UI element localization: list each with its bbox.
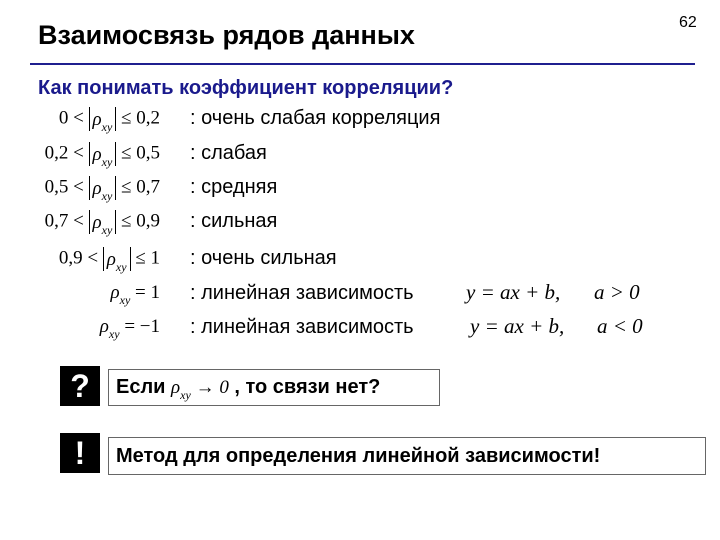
- range-row-medium: [0, 176, 700, 206]
- range-condition: $0,5 < \rho_{xy} \le 0,7$: [44, 176, 160, 203]
- range-condition: $0 < \rho_{xy} \le 0,2$: [58, 107, 160, 134]
- linear-description: : линейная зависимость: [190, 316, 414, 338]
- range-condition: $0,7 < \rho_{xy} \le 0,9$: [44, 210, 160, 237]
- range-row-very-weak: [0, 107, 700, 137]
- linear-description: : линейная зависимость: [190, 282, 414, 304]
- linear-condition: $\rho_{xy} = -1$: [99, 316, 160, 341]
- range-row-very-strong: [0, 247, 700, 277]
- question-text: Если $\rho_{xy} \to 0$ , то связи нет?: [116, 376, 381, 402]
- section-heading: Как понимать коэффициент корреляции?: [38, 77, 454, 99]
- range-description: : очень сильная: [190, 247, 337, 269]
- range-description: : средняя: [190, 176, 278, 198]
- note-box: [108, 437, 706, 475]
- slope-sign: a > 0: [594, 280, 640, 304]
- title-underline: [30, 63, 695, 65]
- linear-formula: y = ax + b,: [466, 280, 561, 304]
- exclamation-icon: !: [60, 433, 100, 473]
- linear-condition: $\rho_{xy} = 1$: [110, 282, 160, 307]
- page-number: 62: [679, 14, 697, 31]
- range-condition: $0,2 < \rho_{xy} \le 0,5$: [44, 142, 160, 169]
- range-row-weak: [0, 142, 700, 172]
- question-box: [108, 369, 440, 406]
- slope-sign: a < 0: [597, 314, 643, 338]
- slide-title: Взаимосвязь рядов данных: [38, 20, 415, 50]
- note-text: Метод для определения линейной зависимости!: [116, 445, 601, 467]
- range-description: : слабая: [190, 142, 267, 164]
- range-description: : сильная: [190, 210, 278, 232]
- linear-row-negative: [0, 316, 700, 346]
- question-mark-icon: ?: [60, 366, 100, 406]
- range-row-strong: [0, 210, 700, 240]
- range-description: : очень слабая корреляция: [190, 107, 441, 129]
- linear-formula: y = ax + b,: [470, 314, 565, 338]
- range-condition: $0,9 < \rho_{xy} \le 1$: [58, 247, 160, 274]
- linear-row-positive: [0, 282, 700, 312]
